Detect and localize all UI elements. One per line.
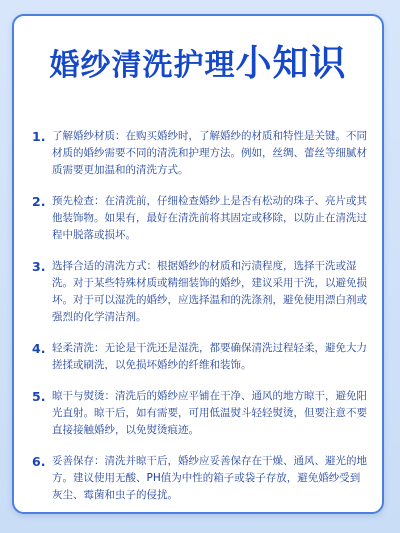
tip-item-3: [32, 258, 370, 326]
tip-item-6: [32, 453, 370, 504]
title-main: 婚纱清洗护理: [49, 48, 236, 83]
title-highlight: 小知识: [235, 43, 347, 84]
tip-number: 3.: [32, 259, 46, 274]
tip-text: 预先检查：在清洗前，仔细检查婚纱上是否有松动的珠子、亮片或其他装饰物。如果有，最好在清洗前将其固定或移除，以防止在清洗过程中脱落或损坏。: [52, 195, 367, 241]
page-title: [14, 43, 382, 84]
tip-item-5: [32, 388, 370, 439]
tip-item-2: [32, 193, 370, 244]
tip-item-4: [32, 340, 370, 374]
tip-number: 5.: [32, 389, 46, 404]
tip-item-1: [32, 128, 370, 179]
tip-text: 妥善保存：清洗并晾干后，婚纱应妥善保存在干燥、通风、避光的地方。建议使用无酸、PH值为中性的箱子或袋子存放，避免婚纱受到灰尘、霉菌和虫子的侵扰。: [52, 455, 367, 501]
tip-text: 选择合适的清洗方式：根据婚纱的材质和污渍程度，选择干洗或湿洗。对于某些特殊材质或精细装饰的婚纱，建议采用干洗，以避免损坏。对于可以湿洗的婚纱，应选择温和的洗涤剂，避免使用漂白剂或强烈的化学清洁剂。: [52, 260, 367, 323]
tip-number: 4.: [32, 341, 46, 356]
tips-list: [32, 128, 370, 514]
tip-text: 晾干与熨烫：清洗后的婚纱应平铺在干净、通风的地方晾干，避免阳光直射。晾干后，如有需要，可用低温熨斗轻轻熨烫，但要注意不要直接接触婚纱，以免熨烫痕迹。: [52, 390, 367, 436]
tip-number: 6.: [32, 454, 46, 469]
tip-number: 1.: [32, 129, 46, 144]
content-card: [12, 14, 384, 514]
tip-text: 轻柔清洗：无论是干洗还是湿洗，都要确保清洗过程轻柔，避免大力搓揉或刷洗，以免损坏婚纱的纤维和装饰。: [52, 342, 367, 371]
tip-text: 了解婚纱材质：在购买婚纱时，了解婚纱的材质和特性是关键。不同材质的婚纱需要不同的清洗和护理方法。例如，丝绸、蕾丝等细腻材质需要更加温和的清洗方式。: [52, 130, 367, 176]
tip-number: 2.: [32, 194, 46, 209]
